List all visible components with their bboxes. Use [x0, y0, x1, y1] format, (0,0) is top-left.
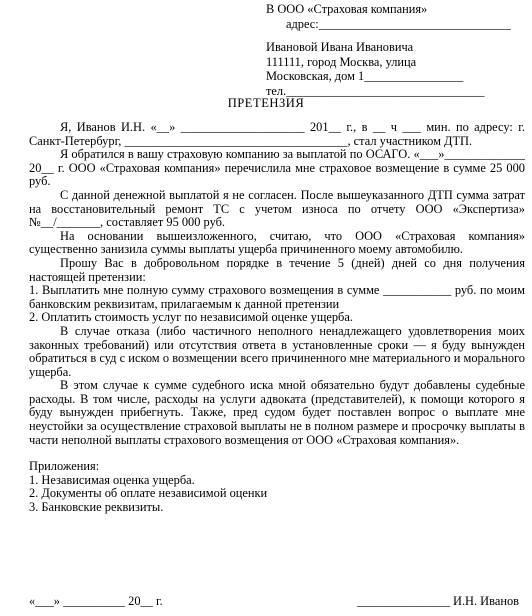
letter-body	[29, 121, 525, 515]
sender-city: 111111, город Москва, улица	[266, 54, 417, 69]
attachment-item: 2. Документы об оплате независимой оценки	[29, 486, 268, 501]
signature-date: «___» __________ 20__ г.	[29, 594, 163, 608]
addressee-company: В ООО «Страховая компания»	[266, 2, 428, 16]
paragraph-refusal: В случае отказа (либо частичного неполного ненадлежащего удовлетворения моих законных требований) или отсутствия ответа в установленные сроки — я буду вынужден обратиться в суд с иском о возмещении всего причиненного мне материального и морального ущерба.	[29, 323, 525, 379]
paragraph-incident: Я, Иванов И.Н. «__» ____________________ 201__ г., в __ ч ___ мин. по адресу: г. Санкт-Петербург, ____________________________________, стал участником ДТП.	[29, 120, 525, 148]
paragraph-conclusion: На основании вышеизложенного, считаю, что ООО «Страховая компания» существенно занизила суммы выплаты ущерба причиненного моему автомобилю.	[29, 228, 525, 257]
attachment-item: 1. Независимая оценка ущерба.	[29, 472, 195, 487]
paragraph-disagreement: С данной денежной выплатой я не согласен. После вышеуказанного ДТП сумма затрат на восстановительный ремонт ТС с учетом износа по отчету ООО «Экспертиза» №__/_______, составляет 95 000 руб.	[29, 187, 525, 230]
request-item-1: 1. Выплатить мне полную сумму страхового возмещения в сумме ___________ руб. по моим банковским реквизитам, прилагаемым к данной претензии	[29, 283, 525, 311]
document-title: ПРЕТЕНЗИЯ	[227, 96, 305, 110]
signature-row	[29, 594, 525, 608]
addressee-block	[266, 2, 528, 99]
signature-name: _______________ И.Н. Иванов	[356, 594, 519, 608]
paragraph-payout: Я обратился в вашу страховую компанию за выплатой по ОСАГО. «___»_____________ 20__ г. ООО «Страховая компания» перечислила мне страховое возмещение в сумме 25 000 руб.	[29, 147, 525, 189]
paragraph-request: Прошу Вас в добровольном порядке в течение 5 (дней) дней со дня получения настоящей претензии:	[29, 255, 525, 284]
addressee-address: адрес:_______________________________	[286, 16, 511, 31]
sender-phone: тел.________________________________	[266, 83, 485, 98]
attachment-item: 3. Банковские реквизиты.	[29, 500, 164, 515]
sender-street: Московская, дом 1________________	[266, 69, 464, 84]
sender-name: Ивановой Ивана Ивановича	[266, 40, 414, 55]
paragraph-court-costs: В этом случае к сумме судебного иска мной обязательно будут добавлены судебные расходы. В том числе, расходы на услуги адвоката (представителей), к помощи которого я буду вынужден прибегнуть. Также, пред судом будет поставлен вопрос о выплате мне неустойки за осуществление страховой выплаты не в полном размере и просрочку выплаты в части неполной выплаты страхового возмещения от ООО «Страховая компания».	[29, 378, 525, 447]
attachments-heading: Приложения:	[29, 459, 100, 474]
request-item-2: 2. Оплатить стоимость услуг по независимой оценке ущерба.	[29, 310, 353, 325]
